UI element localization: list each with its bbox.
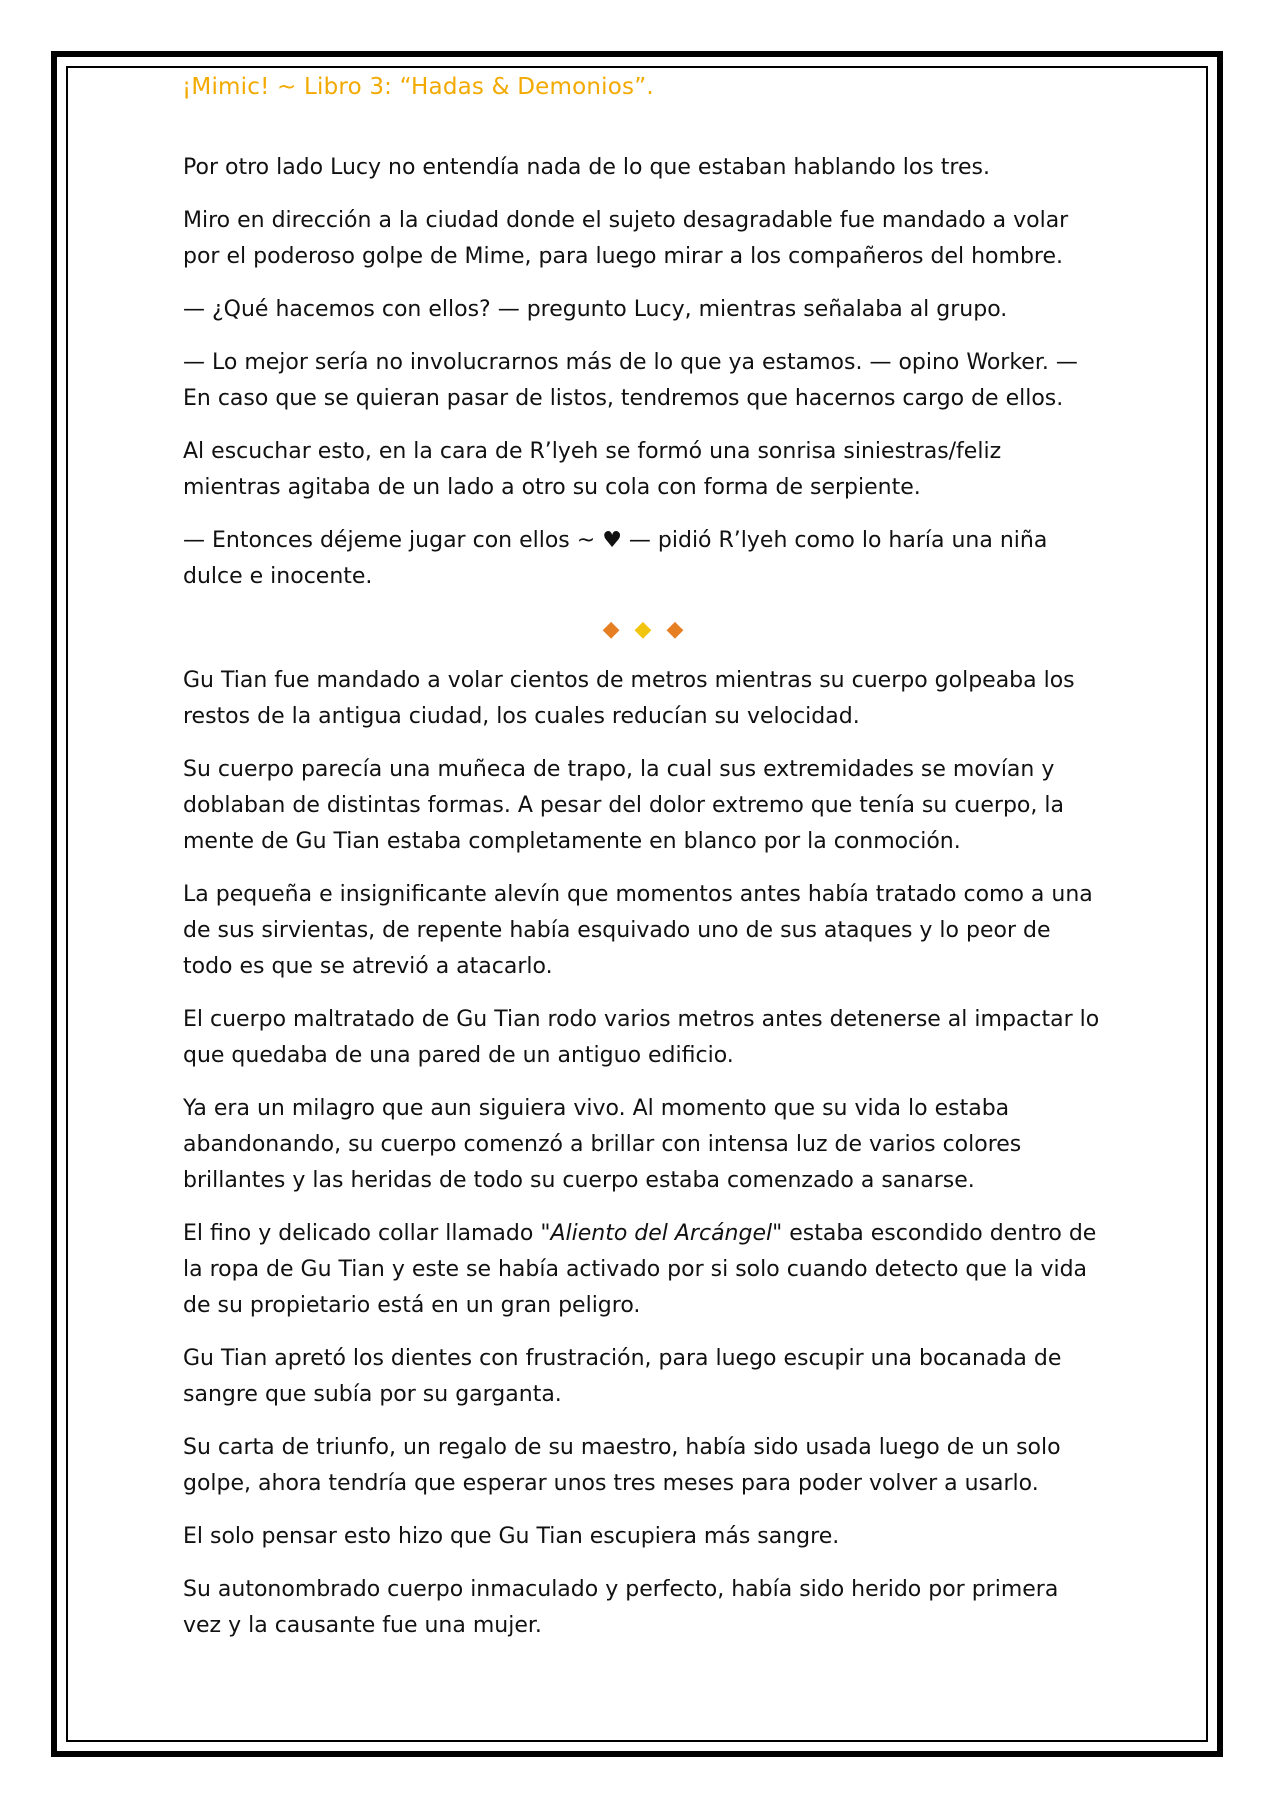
paragraph: Miro en dirección a la ciudad donde el sujeto desagradable fue mandado a volar por el poderoso golpe de Mime, para luego mirar a los compañeros del hombre. bbox=[183, 208, 1069, 269]
paragraph: Gu Tian fue mandado a volar cientos de metros mientras su cuerpo golpeaba los restos de la antigua ciudad, los cuales reducían su velocidad. bbox=[183, 668, 1075, 729]
paragraph: Su autonombrado cuerpo inmaculado y perfecto, había sido herido por primera vez y la causante fue una mujer. bbox=[183, 1577, 1059, 1638]
diamond-icon: ◆ bbox=[634, 617, 652, 642]
paragraph: La pequeña e insignificante alevín que momentos antes había tratado como a una de sus sirvientas, de repente había esquivado uno de sus ataques y lo peor de todo es que se atrevió a atacarlo. bbox=[183, 882, 1093, 979]
paragraph: — Entonces déjeme jugar con ellos ~ ♥ — pidió R’lyeh como lo haría una niña dulce e inocente. bbox=[183, 528, 1048, 589]
collar-name: "Aliento del Arcángel" bbox=[540, 1221, 783, 1246]
scene-separator bbox=[183, 612, 1103, 648]
diamond-icon: ◆ bbox=[666, 617, 684, 642]
paragraph: Su carta de triunfo, un regalo de su maestro, había sido usada luego de un solo golpe, ahora tendría que esperar unos tres meses para poder volver a usarlo. bbox=[183, 1435, 1061, 1496]
diamond-icon: ◆ bbox=[602, 617, 620, 642]
paragraph-text: estaba escondido dentro de la ropa de Gu Tian y este se había activado por si solo cuando detecto que la vida de su propietario está en un gran peligro. bbox=[183, 1221, 1097, 1318]
paragraph: Su cuerpo parecía una muñeca de trapo, la cual sus extremidades se movían y doblaban de distintas formas. A pesar del dolor extremo que tenía su cuerpo, la mente de Gu Tian estaba completamente en blanco por la conmoción. bbox=[183, 757, 1064, 854]
paragraph: — Lo mejor sería no involucrarnos más de lo que ya estamos. — opino Worker. — En caso que se quieran pasar de listos, tendremos que hacernos cargo de ellos. bbox=[183, 350, 1078, 411]
paragraph-text: El fino y delicado collar llamado bbox=[183, 1221, 541, 1246]
paragraph-collar bbox=[183, 1216, 1103, 1324]
paragraph: — ¿Qué hacemos con ellos? — pregunto Lucy, mientras señalaba al grupo. bbox=[183, 297, 1008, 322]
paragraph: Al escuchar esto, en la cara de R’lyeh se formó una sonrisa siniestras/feliz mientras agitaba de un lado a otro su cola con forma de serpiente. bbox=[183, 439, 1002, 500]
paragraph: El cuerpo maltratado de Gu Tian rodo varios metros antes detenerse al impactar lo que quedaba de una pared de un antiguo edificio. bbox=[183, 1007, 1100, 1068]
paragraph: Por otro lado Lucy no entendía nada de lo que estaban hablando los tres. bbox=[183, 155, 990, 180]
paragraph: Ya era un milagro que aun siguiera vivo. Al momento que su vida lo estaba abandonando, su cuerpo comenzó a brillar con intensa luz de varios colores brillantes y las heridas de todo su cuerpo estaba comenzado a sanarse. bbox=[183, 1096, 1022, 1193]
paragraph: El solo pensar esto hizo que Gu Tian escupiera más sangre. bbox=[183, 1524, 840, 1549]
paragraph: Gu Tian apretó los dientes con frustración, para luego escupir una bocanada de sangre que subía por su garganta. bbox=[183, 1346, 1062, 1407]
document-body bbox=[183, 150, 1103, 1661]
book-header-title: ¡Mimic! ~ Libro 3: “Hadas & Demonios”. bbox=[182, 74, 654, 100]
